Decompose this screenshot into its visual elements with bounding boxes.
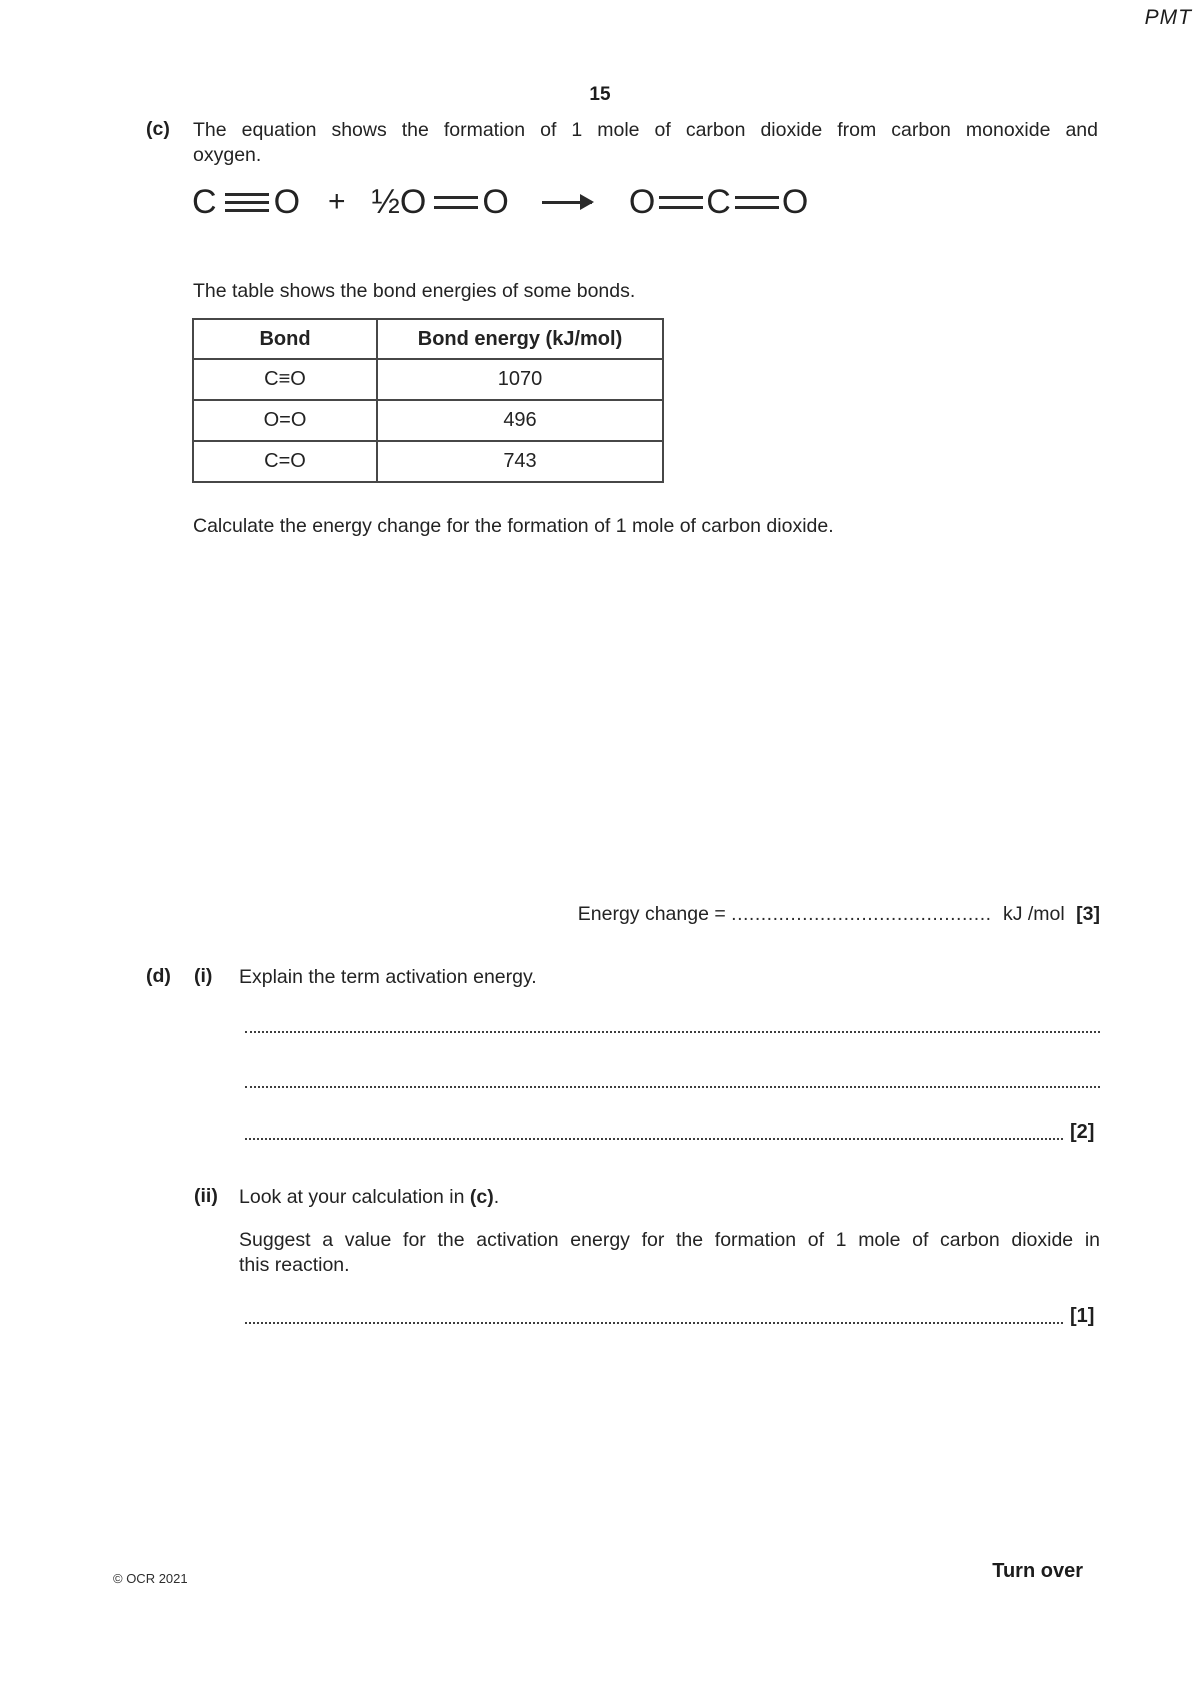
energy-cell: 496 bbox=[377, 400, 663, 441]
reaction-arrow-icon bbox=[542, 201, 592, 204]
question-c-intro-line1: The equation shows the formation of 1 mole of carbon dioxide from carbon monoxide and bbox=[193, 119, 1098, 141]
answer-line bbox=[245, 1086, 1100, 1088]
copyright-notice: © OCR 2021 bbox=[113, 1571, 188, 1586]
answer-line bbox=[245, 1138, 1063, 1140]
table-row bbox=[193, 359, 663, 400]
question-d-i-label: (i) bbox=[194, 965, 213, 987]
prompt-text: . bbox=[493, 1186, 500, 1208]
answer-line bbox=[245, 1322, 1063, 1324]
dotted-leader: ............................................ bbox=[731, 903, 992, 925]
question-c-intro-line2: oxygen. bbox=[193, 144, 262, 166]
atom-oxygen: O bbox=[781, 183, 809, 221]
energy-cell: 1070 bbox=[377, 359, 663, 400]
question-d-i-prompt: Explain the term activation energy. bbox=[239, 966, 537, 988]
prompt-text: Look at your calculation in bbox=[239, 1186, 470, 1208]
atom-oxygen: O bbox=[273, 183, 301, 221]
atom-oxygen: O bbox=[628, 183, 656, 221]
atom-oxygen: O bbox=[399, 183, 427, 221]
question-c-intro bbox=[193, 118, 1098, 168]
mark-badge: [1] bbox=[1070, 1305, 1095, 1327]
table-row bbox=[193, 441, 663, 482]
energy-change-label: Energy change = bbox=[577, 903, 726, 925]
question-d-ii-prompt bbox=[239, 1185, 499, 1210]
question-d-ii-body bbox=[239, 1228, 1100, 1278]
table-row bbox=[193, 400, 663, 441]
double-bond-icon bbox=[659, 196, 703, 209]
chemical-equation bbox=[192, 184, 808, 220]
plus-sign: + bbox=[328, 185, 346, 218]
mark-badge: [2] bbox=[1070, 1121, 1095, 1143]
table-caption: The table shows the bond energies of some bonds. bbox=[193, 280, 636, 302]
question-d-label: (d) bbox=[146, 965, 171, 987]
energy-cell: 743 bbox=[377, 441, 663, 482]
prompt-bold-ref: (c) bbox=[469, 1186, 494, 1208]
calculate-prompt: Calculate the energy change for the formation of 1 mole of carbon dioxide. bbox=[193, 515, 834, 537]
half-fraction: ½ bbox=[371, 183, 400, 221]
bond-cell: C=O bbox=[193, 441, 377, 482]
question-d-ii-body-line2: this reaction. bbox=[239, 1254, 350, 1276]
answer-line bbox=[245, 1031, 1100, 1033]
turn-over-label: Turn over bbox=[992, 1560, 1083, 1582]
half-coefficient-group bbox=[372, 185, 427, 219]
page-number: 15 bbox=[589, 84, 611, 105]
table-header-bond: Bond bbox=[193, 319, 377, 359]
bond-cell: O=O bbox=[193, 400, 377, 441]
triple-bond-icon bbox=[225, 193, 269, 212]
pmt-watermark: PMT bbox=[1144, 6, 1192, 29]
atom-oxygen: O bbox=[482, 183, 509, 221]
bond-energy-table bbox=[192, 318, 664, 483]
energy-change-answer bbox=[578, 903, 1100, 926]
question-d-ii-label: (ii) bbox=[194, 1185, 218, 1207]
atom-carbon: C bbox=[706, 183, 731, 221]
unit-label: kJ /mol bbox=[1002, 903, 1065, 925]
atom-carbon: C bbox=[192, 183, 217, 221]
table-header-row bbox=[193, 319, 663, 359]
table-header-energy: Bond energy (kJ/mol) bbox=[377, 319, 663, 359]
question-c-label: (c) bbox=[146, 118, 170, 140]
double-bond-icon bbox=[434, 196, 478, 209]
bond-cell: C≡O bbox=[193, 359, 377, 400]
double-bond-icon bbox=[735, 196, 779, 209]
question-d-ii-body-line1: Suggest a value for the activation energy for the formation of 1 mole of carbon dioxide in bbox=[239, 1229, 1100, 1251]
mark-badge: [3] bbox=[1076, 903, 1100, 925]
